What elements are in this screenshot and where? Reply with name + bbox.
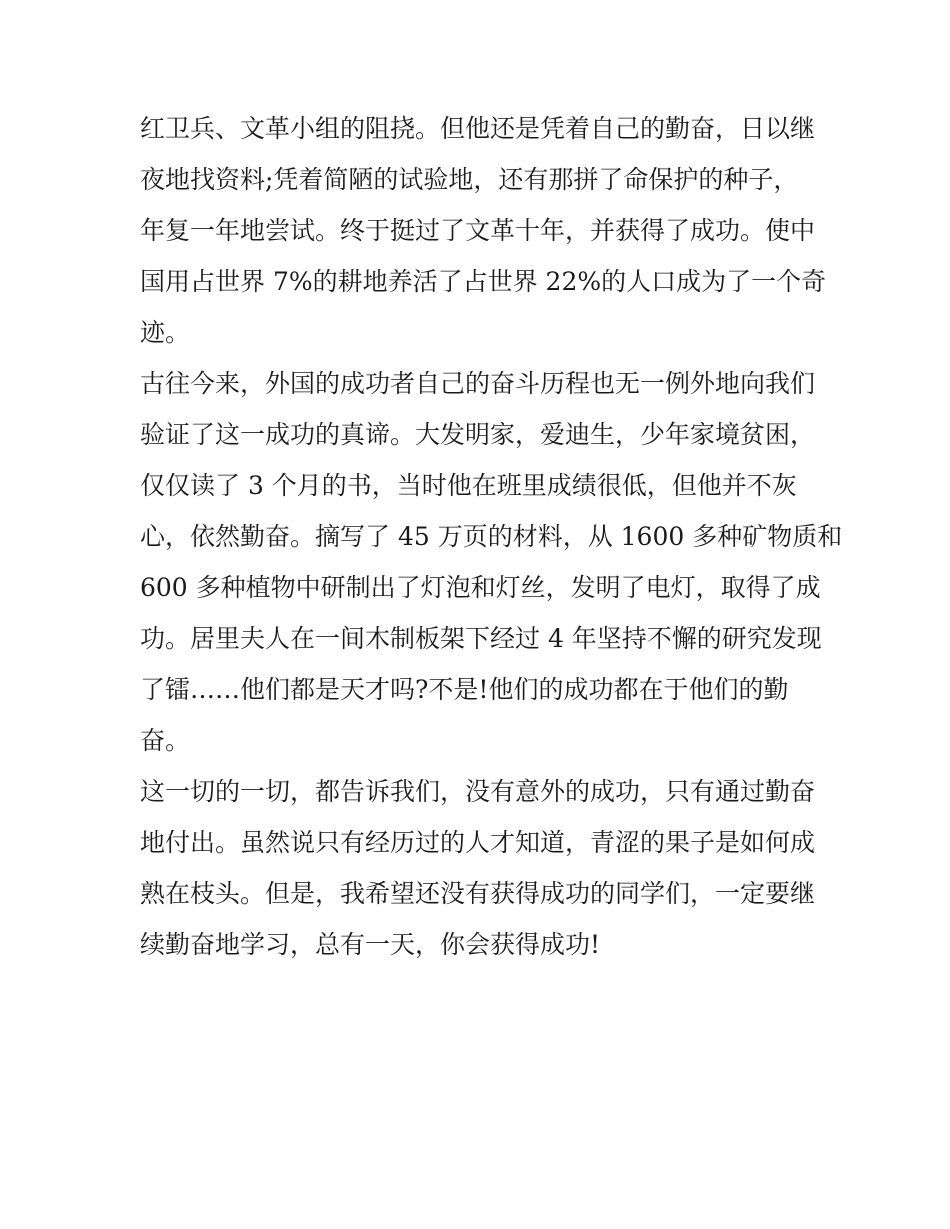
text-line: 地付出。虽然说只有经历过的人才知道，青涩的果子是如何成 (140, 828, 816, 857)
text-line: 迹。 (140, 318, 191, 347)
text-line: 国用占世界 7%的耕地养活了占世界 22%的人口成为了一个奇 (140, 267, 827, 296)
text-line: 奋。 (140, 726, 191, 755)
text-line: 仅仅读了 3 个月的书，当时他在班里成绩很低，但他并不灰 (140, 471, 797, 500)
text-line: 年复一年地尝试。终于挺过了文革十年，并获得了成功。使中 (140, 216, 816, 245)
text-line: 夜地找资料;凭着简陋的试验地，还有那拼了命保护的种子， (140, 165, 799, 194)
text-line: 验证了这一成功的真谛。大发明家，爱迪生，少年家境贫困， (140, 420, 816, 449)
text-line: 功。居里夫人在一间木制板架下经过 4 年坚持不懈的研究发现 (140, 624, 822, 653)
text-line: 了镭……他们都是天才吗?不是!他们的成功都在于他们的勤 (140, 675, 789, 704)
text-line: 600 多种植物中研制出了灯泡和灯丝，发明了电灯，取得了成 (140, 573, 821, 602)
text-line: 熟在枝头。但是，我希望还没有获得成功的同学们，一定要继 (140, 879, 816, 908)
body-text (140, 103, 843, 970)
text-line: 红卫兵、文革小组的阻挠。但他还是凭着自己的勤奋，日以继 (140, 114, 816, 143)
text-line: 续勤奋地学习，总有一天，你会获得成功! (140, 930, 601, 959)
text-line: 这一切的一切，都告诉我们，没有意外的成功，只有通过勤奋 (140, 777, 816, 806)
text-line: 心，依然勤奋。摘写了 45 万页的材料，从 1600 多种矿物质和 (140, 522, 843, 551)
text-line: 古往今来，外国的成功者自己的奋斗历程也无一例外地向我们 (140, 369, 816, 398)
